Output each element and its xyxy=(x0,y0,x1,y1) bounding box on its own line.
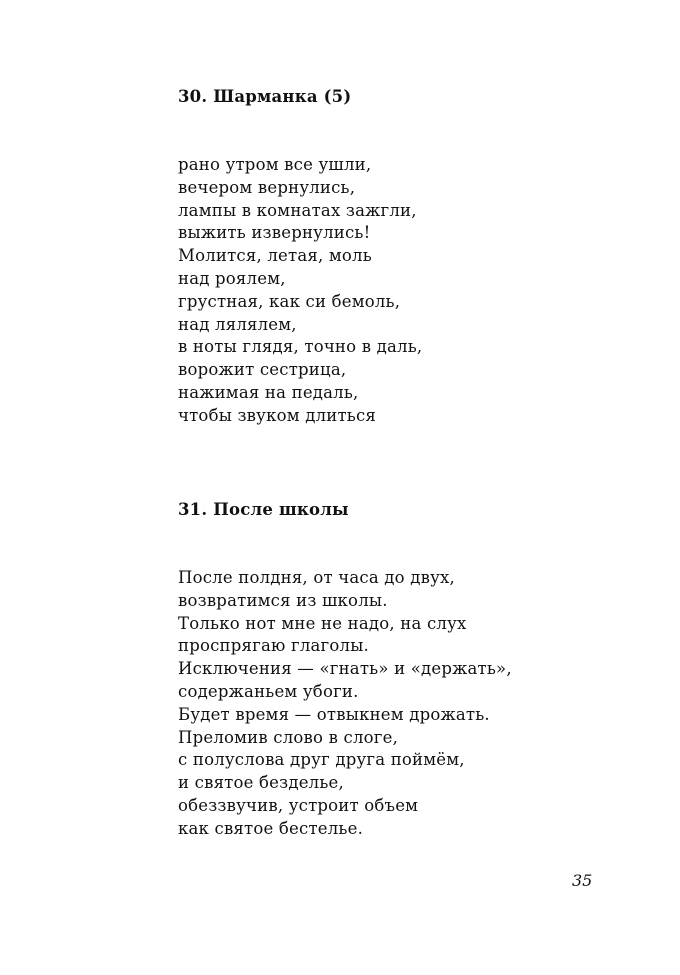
poem-line: рано утром все ушли, xyxy=(178,155,372,174)
poem-line: как святое бестелье. xyxy=(178,818,364,838)
poem-line: содержаньем убоги. xyxy=(178,681,359,701)
poem-line: Только нот мне не надо, на слух xyxy=(178,613,467,633)
poem-line: над лялялем, xyxy=(178,314,297,334)
poem-line: Исключения — «гнать» и «держать», xyxy=(178,659,512,679)
poem-line: в ноты глядя, точно в даль, xyxy=(178,337,423,357)
poem-line: Молится, летая, моль xyxy=(178,246,372,266)
poem-title: 31. После школы xyxy=(178,500,349,519)
poem-line: проспрягаю глаголы. xyxy=(178,636,369,656)
poem-line: вечером вернулись, xyxy=(178,177,356,197)
poem-line: грустная, как си бемоль, xyxy=(178,291,401,311)
poem-line: чтобы звуком длиться xyxy=(178,405,377,425)
poem-line: Будет время — отвыкнем дрожать. xyxy=(178,704,490,724)
poem-line: возвратимся из школы. xyxy=(178,590,388,610)
poem-body xyxy=(178,154,618,428)
poem-line: ворожит сестрица, xyxy=(178,360,347,380)
poem-line: нажимая на педаль, xyxy=(178,382,359,402)
page-number: 35 xyxy=(572,871,593,890)
poem-line: и святое безделье, xyxy=(178,773,344,793)
poem-body xyxy=(178,567,618,841)
poem-line: Преломив слово в слоге, xyxy=(178,727,399,747)
poem-line: выжить извернулись! xyxy=(178,223,371,243)
poem-line: обеззвучив, устроит объем xyxy=(178,795,419,815)
poem-posle-shkoly xyxy=(178,499,618,841)
poem-line: над роялем, xyxy=(178,268,286,288)
poem-line: лампы в комнатах зажгли, xyxy=(178,200,417,220)
poem-line: После полдня, от часа до двух, xyxy=(178,568,455,587)
poem-title: 30. Шарманка (5) xyxy=(178,87,352,106)
poem-sharmanka xyxy=(178,86,618,428)
poem-line: с полуслова друг друга поймём, xyxy=(178,750,465,770)
